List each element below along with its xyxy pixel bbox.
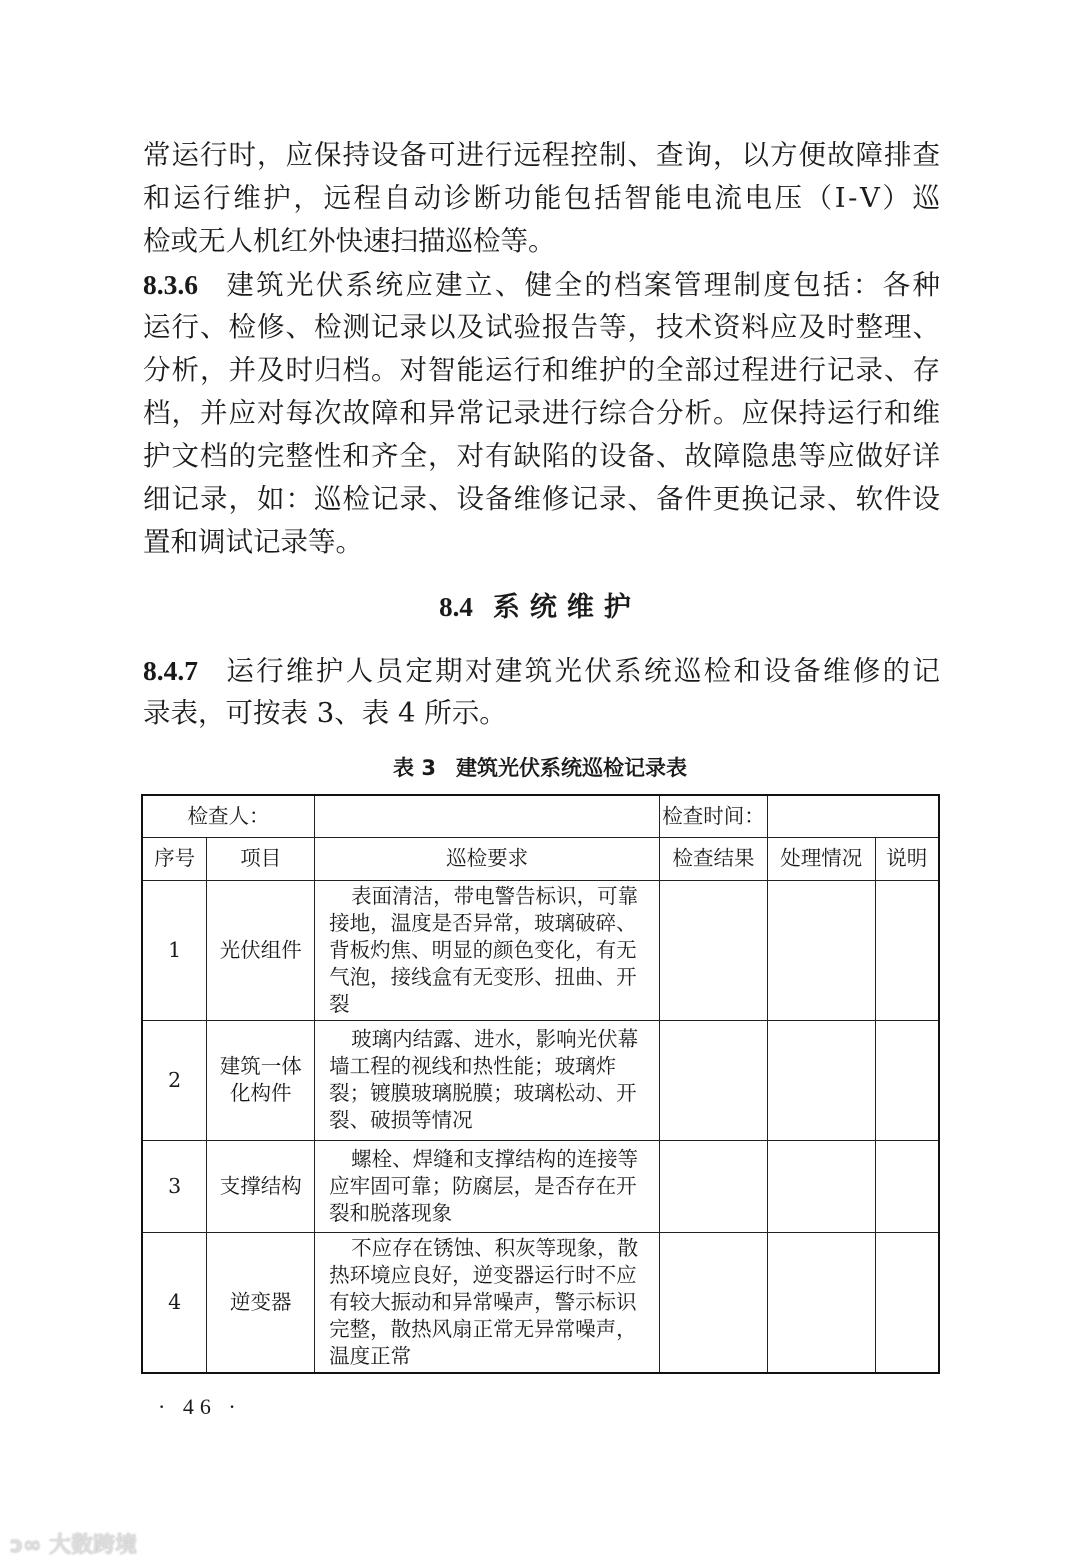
table-caption [0,752,1080,782]
header-cell: 说明 [875,837,939,880]
row-note[interactable] [875,1232,939,1373]
row-item: 光伏组件 [207,880,315,1020]
body-line: 分析，并及时归档。对智能运行和维护的全部过程进行记录、存 [143,354,940,386]
time-label: 检查时间： [660,795,768,837]
page-number: · 46 · [158,1394,242,1419]
row-note[interactable] [875,880,939,1020]
row-number: 1 [142,880,207,1020]
watermark-text: 大数跨境 [49,1533,138,1558]
section-title: 系统维护 [492,592,641,623]
header-cell: 项目 [207,837,315,880]
row-handling[interactable] [767,1140,875,1232]
section-number: 8.4 [439,592,473,622]
row-handling[interactable] [767,1232,875,1373]
row-item: 逆变器 [207,1232,315,1373]
header-cell: 检查结果 [660,837,768,880]
body-line: 常运行时，应保持设备可进行远程控制、查询，以方便故障排查 [143,139,940,171]
section-heading [0,585,1080,624]
row-number: 3 [142,1140,207,1232]
watermark-logo [10,1528,137,1559]
row-number: 2 [142,1020,207,1140]
row-item: 支撑结构 [207,1140,315,1232]
body-line: 录表，可按表 3、表 4 所示。 [143,697,507,729]
body-line: 细记录，如：巡检记录、设备维修记录、备件更换记录、软件设 [143,483,940,515]
row-requirement: 表面清洁，带电警告标识，可靠接地，温度是否异常，玻璃破碎、背板灼焦、明显的颜色变化，有无气泡，接线盒有无变形、扭曲、开裂 [315,880,660,1020]
body-line: 护文档的完整性和齐全，对有缺陷的设备、故障隐患等应做好详 [143,440,940,472]
body-line: 运行、检修、检测记录以及试验报告等，技术资料应及时整理、 [143,311,940,343]
header-cell: 巡检要求 [315,837,660,880]
table-row [142,880,939,1020]
table-row [142,1232,939,1373]
row-result[interactable] [660,1232,768,1373]
inspector-label: 检查人： [142,795,315,837]
clause-text: 建筑光伏系统应建立、健全的档案管理制度包括：各种 [224,269,940,301]
row-item: 建筑一体化构件 [207,1020,315,1140]
body-line: 档，并应对每次故障和异常记录进行综合分析。应保持运行和维 [143,397,940,429]
clause-8-3-6-line [143,263,940,306]
row-requirement: 玻璃内结露、进水，影响光伏幕墙工程的视线和热性能；玻璃炸裂；镀膜玻璃脱膜；玻璃松动、开裂、破损等情况 [315,1020,660,1140]
table-row [142,1020,939,1140]
clause-number: 8.4.7 [143,655,198,686]
table-row [142,1140,939,1232]
inspector-field[interactable] [315,795,660,837]
table-number: 表 3 [393,756,436,780]
watermark-icon: ↄ∞ [10,1533,50,1558]
row-result[interactable] [660,1140,768,1232]
row-result[interactable] [660,880,768,1020]
inspection-record-table [141,794,940,1374]
table-title: 建筑光伏系统巡检记录表 [455,756,687,780]
row-handling[interactable] [767,880,875,1020]
clause-8-4-7-line [143,649,940,692]
clause-number: 8.3.6 [143,269,198,300]
row-requirement: 螺栓、焊缝和支撑结构的连接等应牢固可靠；防腐层，是否存在开裂和脱落现象 [315,1140,660,1232]
body-line: 和运行维护，远程自动诊断功能包括智能电流电压（Ⅰ-Ⅴ）巡 [143,182,940,214]
body-line: 置和调试记录等。 [143,526,363,558]
row-note[interactable] [875,1140,939,1232]
header-cell: 处理情况 [767,837,875,880]
clause-text: 运行维护人员定期对建筑光伏系统巡检和设备维修的记 [224,655,940,687]
row-handling[interactable] [767,1020,875,1140]
time-field[interactable] [767,795,939,837]
header-cell: 序号 [142,837,207,880]
row-number: 4 [142,1232,207,1373]
row-requirement: 不应存在锈蚀、积灰等现象，散热环境应良好，逆变器运行时不应有较大振动和异常噪声，警示标识完整，散热风扇正常无异常噪声，温度正常 [315,1232,660,1373]
row-note[interactable] [875,1020,939,1140]
row-result[interactable] [660,1020,768,1140]
body-line: 检或无人机红外快速扫描巡检等。 [143,225,556,257]
